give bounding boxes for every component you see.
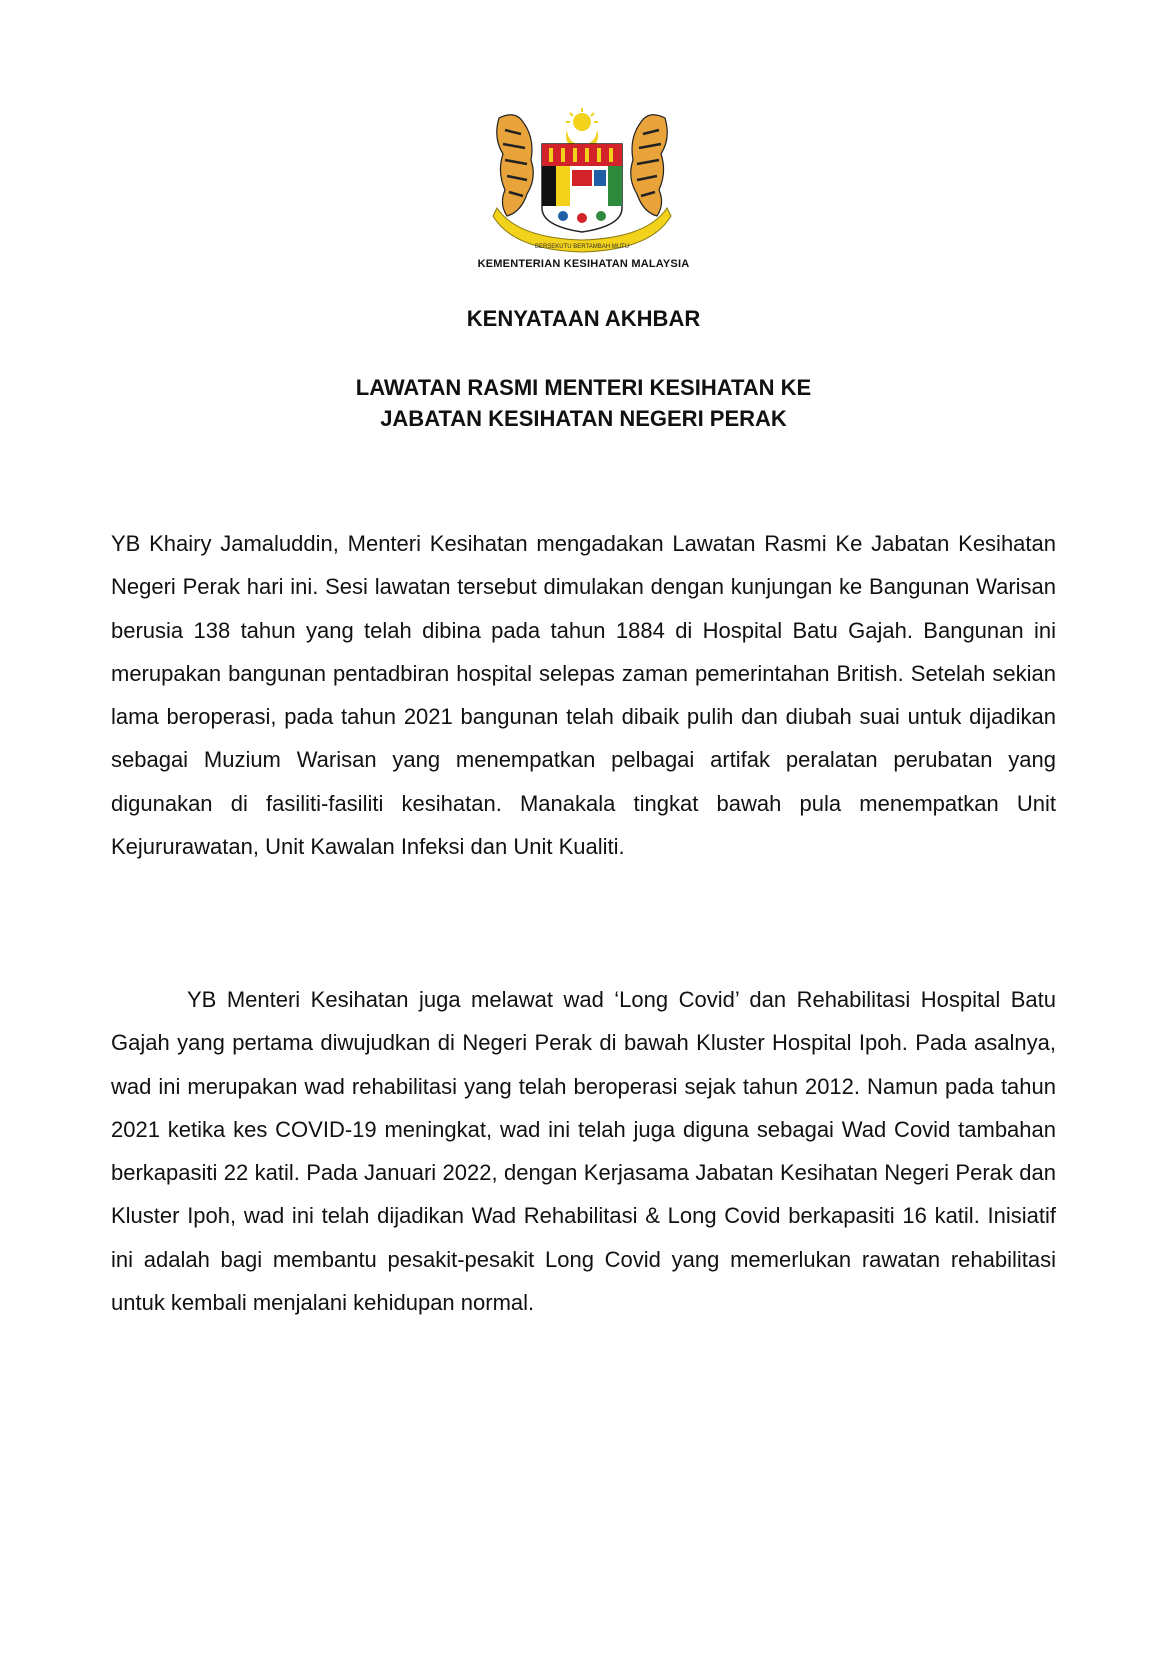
coat-of-arms-logo: [487, 108, 677, 260]
ministry-name: KEMENTERIAN KESIHATAN MALAYSIA: [477, 258, 690, 270]
document-title: [0, 372, 1167, 434]
crest-scroll-text: BERSEKUTU BERTAMBAH MUTU: [534, 244, 630, 250]
body-paragraph-2: YB Menteri Kesihatan juga melawat wad ‘Long Covid’ dan Rehabilitasi Hospital Batu Gajah yang pertama diwujudkan di Negeri Perak di bawah Kluster Hospital Ipoh. Pada asalnya, wad ini merupakan wad rehabilitasi yang telah beroperasi sejak tahun 2012. Namun pada tahun 2021 ketika kes COVID-19 meningkat, wad ini telah juga diguna sebagai Wad Covid tambahan berkapasiti 22 katil. Pada Januari 2022, dengan Kerjasama Jabatan Kesihatan Negeri Perak dan Kluster Ipoh, wad ini telah dijadikan Wad Rehabilitasi & Long Covid berkapasiti 16 katil. Inisiatif ini adalah bagi membantu pesakit-pesakit Long Covid yang memerlukan rawatan rehabilitasi untuk kembali menjalani kehidupan normal.: [111, 987, 1056, 1316]
document-title-line2: JABATAN KESIHATAN NEGERI PERAK: [380, 406, 787, 431]
body-paragraph-1: YB Khairy Jamaluddin, Menteri Kesihatan mengadakan Lawatan Rasmi Ke Jabatan Kesihatan Negeri Perak hari ini. Sesi lawatan tersebut dimulakan dengan kunjungan ke Bangunan Warisan berusia 138 tahun yang telah dibina pada tahun 1884 di Hospital Batu Gajah. Bangunan ini merupakan bangunan pentadbiran hospital selepas zaman pemerintahan British. Setelah sekian lama beroperasi, pada tahun 2021 bangunan telah dibaik pulih dan diubah suai untuk dijadikan sebagai Muzium Warisan yang menempatkan pelbagai artifak peralatan perubatan yang digunakan di fasiliti-fasiliti kesihatan. Manakala tingkat bawah pula menempatkan Unit Kejururawatan, Unit Kawalan Infeksi dan Unit Kualiti.: [111, 531, 1056, 860]
document-title-line1: LAWATAN RASMI MENTERI KESIHATAN KE: [355, 375, 812, 400]
document-type-heading: KENYATAAN AKHBAR: [466, 306, 701, 331]
